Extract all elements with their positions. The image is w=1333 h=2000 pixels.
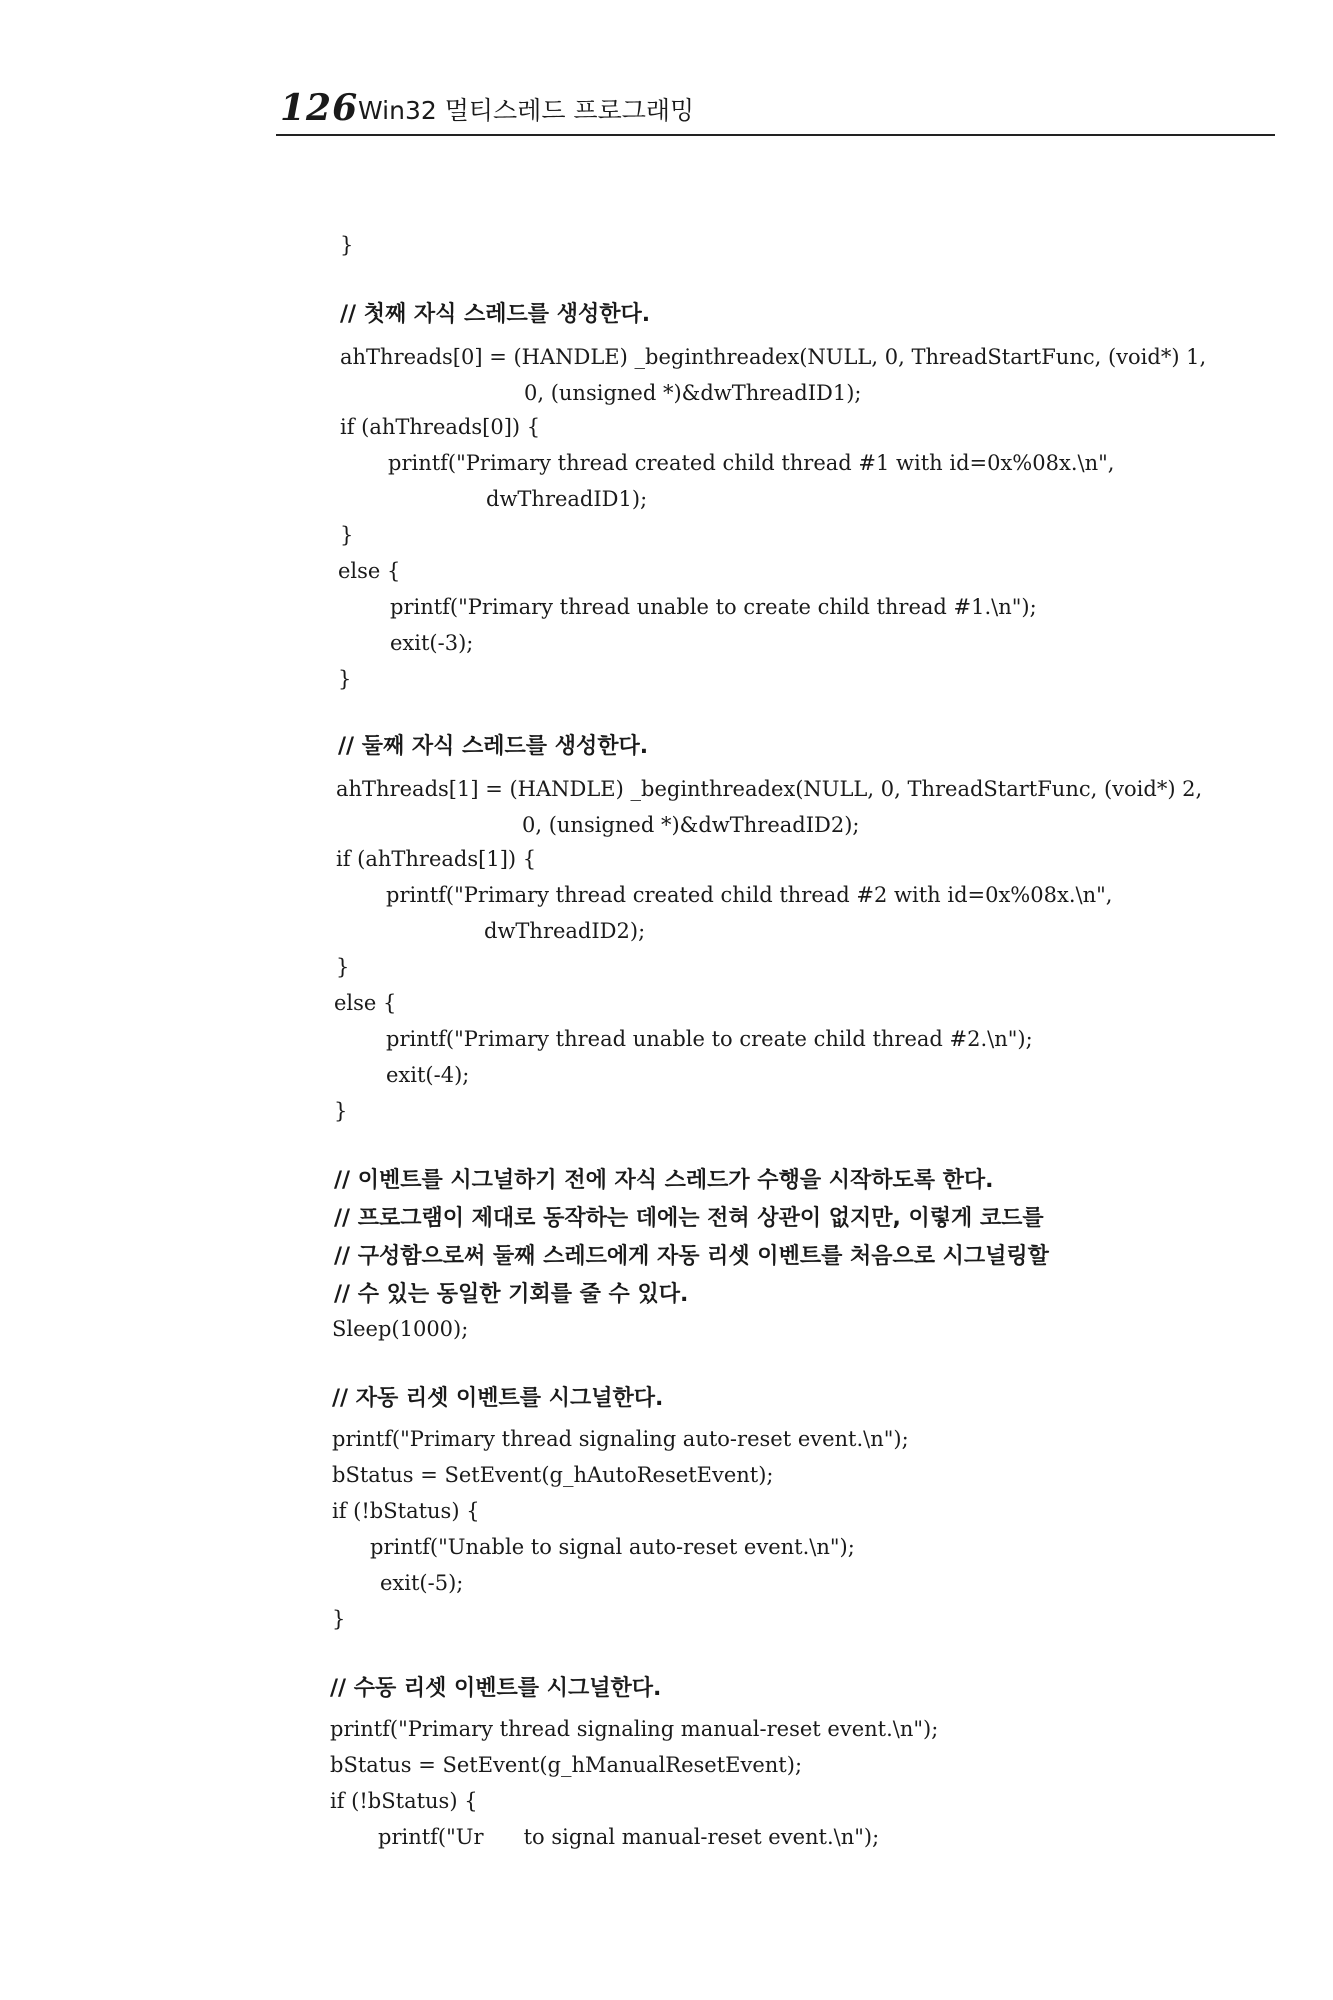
code-line: } bbox=[338, 667, 352, 691]
code-line: dwThreadID2); bbox=[484, 919, 646, 943]
code-line: } bbox=[332, 1607, 346, 1631]
code-line: bStatus = SetEvent(g_hManualResetEvent); bbox=[330, 1753, 803, 1777]
code-line: if (!bStatus) { bbox=[330, 1789, 478, 1813]
code-line: exit(-5); bbox=[380, 1571, 464, 1595]
code-line: 0, (unsigned *)&dwThreadID1); bbox=[524, 381, 862, 405]
code-line: if (ahThreads[1]) { bbox=[336, 847, 537, 871]
code-comment: // 자동 리셋 이벤트를 시그널한다. bbox=[332, 1386, 664, 1411]
code-comment: // 첫째 자식 스레드를 생성한다. bbox=[340, 302, 651, 327]
code-comment: // 프로그램이 제대로 동작하는 데에는 전혀 상관이 없지만, 이렇게 코드를 bbox=[334, 1206, 1044, 1231]
code-line: ahThreads[0] = (HANDLE) _beginthreadex(NULL, 0, ThreadStartFunc, (void*) 1, bbox=[340, 345, 1207, 369]
code-line: exit(-4); bbox=[386, 1063, 470, 1087]
running-title: Win32 멀티스레드 프로그래밍 bbox=[358, 96, 695, 125]
code-line: } bbox=[340, 523, 354, 547]
code-line: else { bbox=[338, 559, 401, 583]
code-line: printf("Ur to signal manual-reset event.\n"); bbox=[378, 1825, 880, 1849]
code-line: printf("Unable to signal auto-reset event.\n"); bbox=[370, 1535, 855, 1559]
code-line: Sleep(1000); bbox=[332, 1317, 469, 1341]
code-line: printf("Primary thread unable to create child thread #2.\n"); bbox=[386, 1027, 1033, 1051]
code-comment: // 수동 리셋 이벤트를 시그널한다. bbox=[330, 1676, 662, 1701]
code-line: printf("Primary thread created child thread #1 with id=0x%08x.\n", bbox=[388, 451, 1115, 475]
code-line: printf("Primary thread unable to create child thread #1.\n"); bbox=[390, 595, 1037, 619]
code-line: printf("Primary thread signaling auto-reset event.\n"); bbox=[332, 1427, 909, 1451]
code-line: 0, (unsigned *)&dwThreadID2); bbox=[522, 813, 860, 837]
code-line: } bbox=[340, 233, 354, 257]
page-number: 126 bbox=[280, 87, 359, 129]
code-line: bStatus = SetEvent(g_hAutoResetEvent); bbox=[332, 1463, 774, 1487]
code-line: printf("Primary thread created child thread #2 with id=0x%08x.\n", bbox=[386, 883, 1113, 907]
code-line: if (!bStatus) { bbox=[332, 1499, 480, 1523]
code-comment: // 수 있는 동일한 기회를 줄 수 있다. bbox=[334, 1282, 689, 1307]
code-line: dwThreadID1); bbox=[486, 487, 648, 511]
code-comment: // 둘째 자식 스레드를 생성한다. bbox=[338, 734, 649, 759]
code-line: } bbox=[334, 1099, 348, 1123]
code-line: else { bbox=[334, 991, 397, 1015]
code-comment: // 이벤트를 시그널하기 전에 자식 스레드가 수행을 시작하도록 한다. bbox=[334, 1168, 994, 1193]
code-line: if (ahThreads[0]) { bbox=[340, 415, 541, 439]
code-line: printf("Primary thread signaling manual-reset event.\n"); bbox=[330, 1717, 939, 1741]
code-line: ahThreads[1] = (HANDLE) _beginthreadex(NULL, 0, ThreadStartFunc, (void*) 2, bbox=[336, 777, 1203, 801]
code-line: exit(-3); bbox=[390, 631, 474, 655]
code-comment: // 구성함으로써 둘째 스레드에게 자동 리셋 이벤트를 처음으로 시그널링할 bbox=[334, 1244, 1049, 1269]
code-line: } bbox=[336, 955, 350, 979]
